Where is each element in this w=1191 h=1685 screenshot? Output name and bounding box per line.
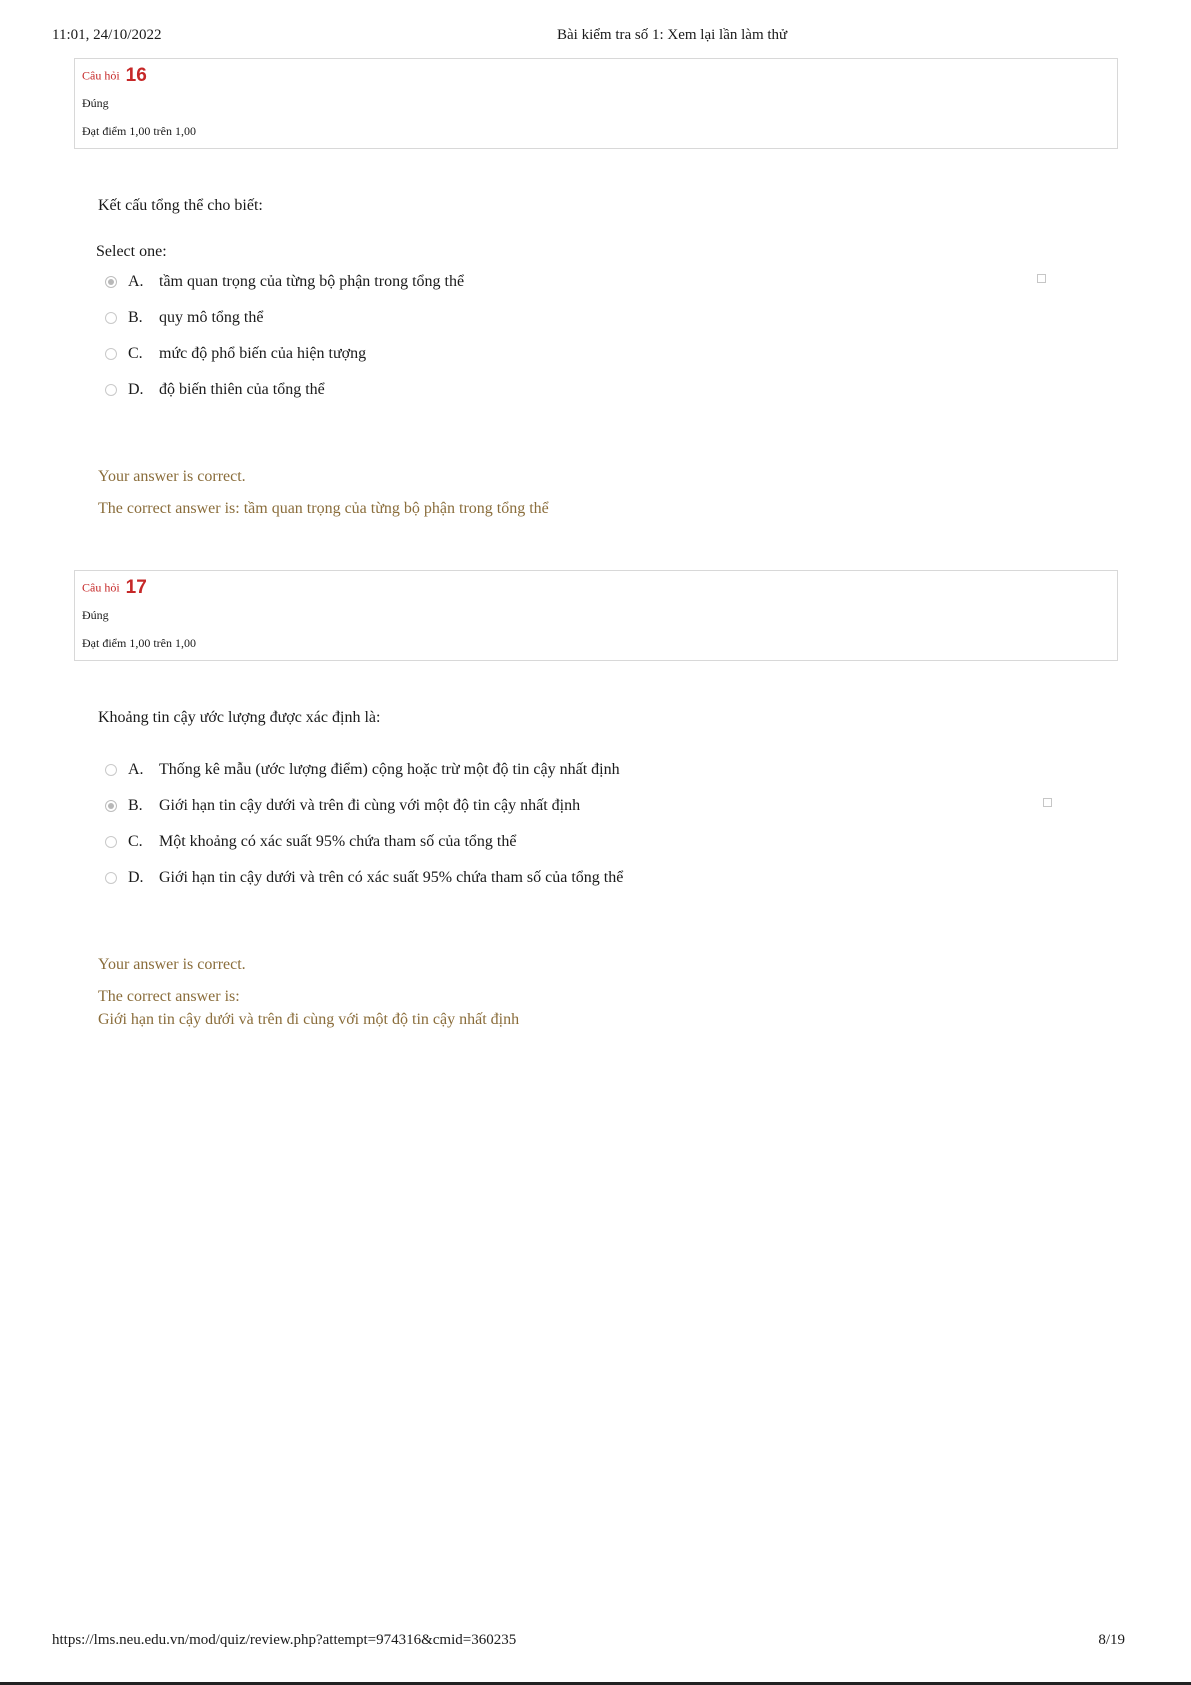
answer-option-b[interactable] bbox=[105, 795, 1045, 817]
answer-option-b[interactable] bbox=[105, 307, 1045, 329]
page-number: 8/19 bbox=[1098, 1632, 1125, 1648]
answer-feedback: Your answer is correct. bbox=[98, 468, 246, 485]
question-state: Đúng bbox=[82, 96, 109, 110]
question-info-17 bbox=[74, 570, 1118, 661]
page-url: https://lms.neu.edu.vn/mod/quiz/review.php?attempt=974316&cmid=360235 bbox=[52, 1632, 517, 1648]
option-letter: D. bbox=[128, 869, 144, 886]
radio-button[interactable] bbox=[105, 836, 117, 848]
option-letter: D. bbox=[128, 381, 144, 398]
option-letter: C. bbox=[128, 345, 143, 362]
question-text: Khoảng tin cậy ước lượng được xác định là: bbox=[98, 709, 381, 726]
option-letter: C. bbox=[128, 833, 143, 850]
correct-mark-icon bbox=[1043, 798, 1052, 807]
question-label: Câu hỏi bbox=[82, 580, 120, 595]
option-text: độ biến thiên của tổng thể bbox=[159, 381, 325, 398]
option-text: tầm quan trọng của từng bộ phận trong tổng thể bbox=[159, 273, 465, 290]
print-header bbox=[52, 27, 1139, 51]
radio-button[interactable] bbox=[105, 276, 117, 288]
print-footer bbox=[52, 1632, 1139, 1656]
answer-option-d[interactable] bbox=[105, 379, 1045, 401]
option-text: Thống kê mẫu (ước lượng điểm) cộng hoặc trừ một độ tin cậy nhất định bbox=[159, 761, 620, 778]
answer-option-d[interactable] bbox=[105, 867, 1045, 889]
question-number: 16 bbox=[125, 65, 147, 86]
question-label: Câu hỏi bbox=[82, 68, 120, 83]
answer-option-c[interactable] bbox=[105, 343, 1045, 365]
answer-option-a[interactable] bbox=[105, 271, 1045, 293]
radio-button[interactable] bbox=[105, 384, 117, 396]
option-letter: A. bbox=[128, 761, 144, 778]
answer-option-c[interactable] bbox=[105, 831, 1045, 853]
correct-answer: The correct answer is: tầm quan trọng của từng bộ phận trong tổng thể bbox=[98, 500, 549, 517]
radio-button[interactable] bbox=[105, 872, 117, 884]
question-info-16 bbox=[74, 58, 1118, 149]
option-text: Giới hạn tin cậy dưới và trên có xác suất 95% chứa tham số của tổng thể bbox=[159, 869, 624, 886]
option-letter: B. bbox=[128, 309, 143, 326]
option-text: Giới hạn tin cậy dưới và trên đi cùng với một độ tin cậy nhất định bbox=[159, 797, 581, 814]
select-one-prompt: Select one: bbox=[96, 243, 167, 260]
option-text: quy mô tổng thể bbox=[159, 309, 264, 326]
correct-answer-text: Giới hạn tin cậy dưới và trên đi cùng với một độ tin cậy nhất định bbox=[98, 1011, 520, 1028]
print-timestamp: 11:01, 24/10/2022 bbox=[52, 27, 162, 43]
option-letter: A. bbox=[128, 273, 144, 290]
question-grade: Đạt điểm 1,00 trên 1,00 bbox=[82, 124, 196, 138]
answer-option-a[interactable] bbox=[105, 759, 1045, 781]
print-title: Bài kiểm tra số 1: Xem lại lần làm thử bbox=[557, 27, 788, 43]
radio-button[interactable] bbox=[105, 764, 117, 776]
question-number: 17 bbox=[125, 577, 147, 598]
option-letter: B. bbox=[128, 797, 143, 814]
radio-button[interactable] bbox=[105, 800, 117, 812]
option-text: mức độ phổ biến của hiện tượng bbox=[159, 345, 367, 362]
question-number-line bbox=[82, 577, 147, 599]
question-state: Đúng bbox=[82, 608, 109, 622]
correct-answer-label: The correct answer is: bbox=[98, 988, 240, 1005]
question-number-line bbox=[82, 65, 147, 87]
radio-button[interactable] bbox=[105, 312, 117, 324]
question-text: Kết cấu tổng thể cho biết: bbox=[98, 197, 263, 214]
question-grade: Đạt điểm 1,00 trên 1,00 bbox=[82, 636, 196, 650]
option-text: Một khoảng có xác suất 95% chứa tham số của tổng thể bbox=[159, 833, 517, 850]
answer-feedback: Your answer is correct. bbox=[98, 956, 246, 973]
correct-mark-icon bbox=[1037, 274, 1046, 283]
radio-button[interactable] bbox=[105, 348, 117, 360]
